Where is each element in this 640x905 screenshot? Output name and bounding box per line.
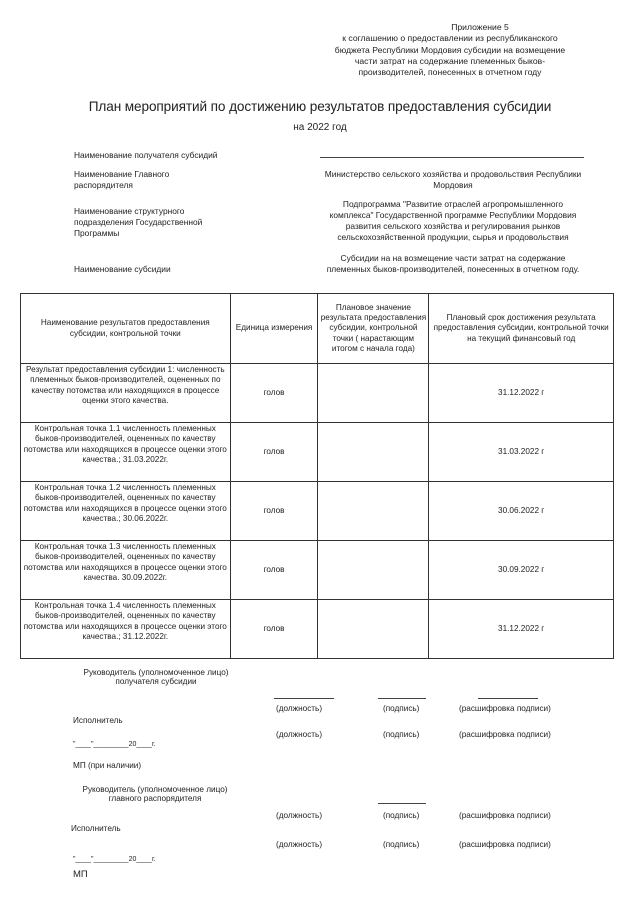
row-value (318, 600, 429, 659)
appendix-block (300, 22, 600, 78)
manager-value-1: Министерство сельского хозяйства и продовольствия Республики (324, 169, 582, 179)
row-value (318, 364, 429, 423)
appendix-title: Приложение 5 (451, 22, 509, 32)
signature-caption: (подпись) (383, 840, 420, 849)
row-date: 30.06.2022 г (429, 482, 614, 541)
document-subtitle: на 2022 год (293, 122, 347, 133)
row-value (318, 423, 429, 482)
table-header-row (21, 294, 614, 364)
table-row (21, 600, 614, 659)
row-name: Контрольная точка 1.2 численность племенных быков-производителей, оцененных по качеству потомства или находящихся в процессе оценки этого качества.; 30.06.2022г. (21, 482, 231, 541)
division-value (308, 199, 598, 243)
table-row (21, 364, 614, 423)
header-name: Наименование результатов предоставления субсидии, контрольной точки (21, 294, 231, 364)
division-value-line: комплекса" Государственной программе Республики Мордовия (329, 210, 577, 220)
row-name: Контрольная точка 1.4 численность племенных быков-производителей, оцененных по качеству потомства или находящихся в процессе оценки этого качества.; 31.12.2022г. (21, 600, 231, 659)
document-title: План мероприятий по достижению результатов предоставления субсидии (88, 99, 552, 114)
manager-label-1: Наименование Главного (74, 169, 170, 179)
manager-value-2: Мордовия (433, 180, 473, 190)
row-unit: голов (230, 364, 318, 423)
header-value: Плановое значение результата предоставления субсидии, контрольной точки ( нарастающим итогом с начала года) (318, 294, 429, 364)
appendix-line: бюджета Республики Мордовия субсидии на возмещение (334, 44, 566, 55)
decoding-caption: (расшифровка подписи) (459, 730, 551, 739)
signature-caption: (подпись) (383, 704, 420, 713)
division-label-1: Наименование структурного (74, 206, 185, 216)
manager-label-2: распорядителя (74, 180, 133, 190)
head-recipient-line-1: Руководитель (уполномоченное лицо) (83, 668, 229, 677)
division-label-3: Программы (74, 228, 120, 238)
head-manager-line-2: главного распорядителя (108, 794, 202, 803)
header-date: Плановый срок достижения результата предоставления субсидии, контрольной точки на текущий финансовый год (429, 294, 614, 364)
division-value-line: сельскохозяйственной продукции, сырья и продовольствия (337, 232, 569, 242)
executor-label: Исполнитель (71, 824, 121, 833)
subsidy-value-1: Субсидии на на возмещение части затрат на содержание (340, 253, 566, 263)
executor-label: Исполнитель (73, 716, 123, 725)
decoding-caption: (расшифровка подписи) (459, 704, 551, 713)
header-unit: Единица измерения (230, 294, 318, 364)
decoding-caption: (расшифровка подписи) (459, 840, 551, 849)
row-date: 31.12.2022 г (429, 600, 614, 659)
recipient-line (320, 157, 584, 158)
plan-table (20, 293, 614, 659)
table-row (21, 541, 614, 600)
decoding-caption: (расшифровка подписи) (459, 811, 551, 820)
subsidy-value-2: племенных быков-производителей, понесенных в отчетном году. (326, 264, 580, 274)
mp-optional-label: МП (при наличии) (73, 761, 142, 770)
decoding-line (478, 698, 538, 699)
date-line: "____"_________20____г. (73, 741, 156, 748)
division-value-line: Подпрограмма "Развитие отраслей агропромышленного (342, 199, 564, 209)
mp-label: МП (73, 869, 88, 880)
date-line: "____"_________20____г. (73, 856, 156, 863)
row-value (318, 541, 429, 600)
position-caption: (должность) (276, 811, 323, 820)
table-row (21, 482, 614, 541)
position-line (274, 698, 334, 699)
signature-caption: (подпись) (383, 811, 420, 820)
table-row (21, 423, 614, 482)
position-caption: (должность) (276, 704, 323, 713)
signature-caption: (подпись) (383, 730, 420, 739)
appendix-line: производителей, понесенных в отчетном году (358, 67, 542, 78)
head-manager-label (72, 785, 238, 803)
head-manager-line-1: Руководитель (уполномоченное лицо) (82, 785, 228, 794)
row-unit: голов (230, 423, 318, 482)
head-recipient-label (76, 668, 236, 686)
row-unit: голов (230, 482, 318, 541)
recipient-label: Наименование получателя субсидий (74, 150, 218, 160)
row-unit: голов (230, 600, 318, 659)
head-recipient-line-2: получателя субсидии (115, 677, 197, 686)
row-date: 31.12.2022 г (429, 364, 614, 423)
row-name: Результат предоставления субсидии 1: численность племенных быков-производителей, оцененных по качеству потомства или находящихся в процессе оценки этого качества. (21, 364, 231, 423)
division-label-2: подразделения Государственной (74, 217, 203, 227)
row-date: 31.03.2022 г (429, 423, 614, 482)
appendix-line: к соглашению о предоставлении из республиканского (342, 33, 558, 44)
row-name: Контрольная точка 1.1 численность племенных быков-производителей, оцененных по качеству потомства или находящихся в процессе оценки этого качества.; 31.03.2022г. (21, 423, 231, 482)
position-caption: (должность) (276, 840, 323, 849)
row-name: Контрольная точка 1.3 численность племенных быков-производителей, оцененных по качеству потомства или находящихся в процессе оценки этого качества. 30.09.2022г. (21, 541, 231, 600)
signature-line (378, 803, 426, 804)
row-value (318, 482, 429, 541)
position-caption: (должность) (276, 730, 323, 739)
signature-line (378, 698, 426, 699)
subsidy-label: Наименование субсидии (74, 264, 171, 274)
division-value-line: развития сельского хозяйства и регулирования рынков (345, 221, 561, 231)
appendix-line: части затрат на содержание племенных быков- (354, 55, 546, 66)
row-unit: голов (230, 541, 318, 600)
row-date: 30.09.2022 г (429, 541, 614, 600)
